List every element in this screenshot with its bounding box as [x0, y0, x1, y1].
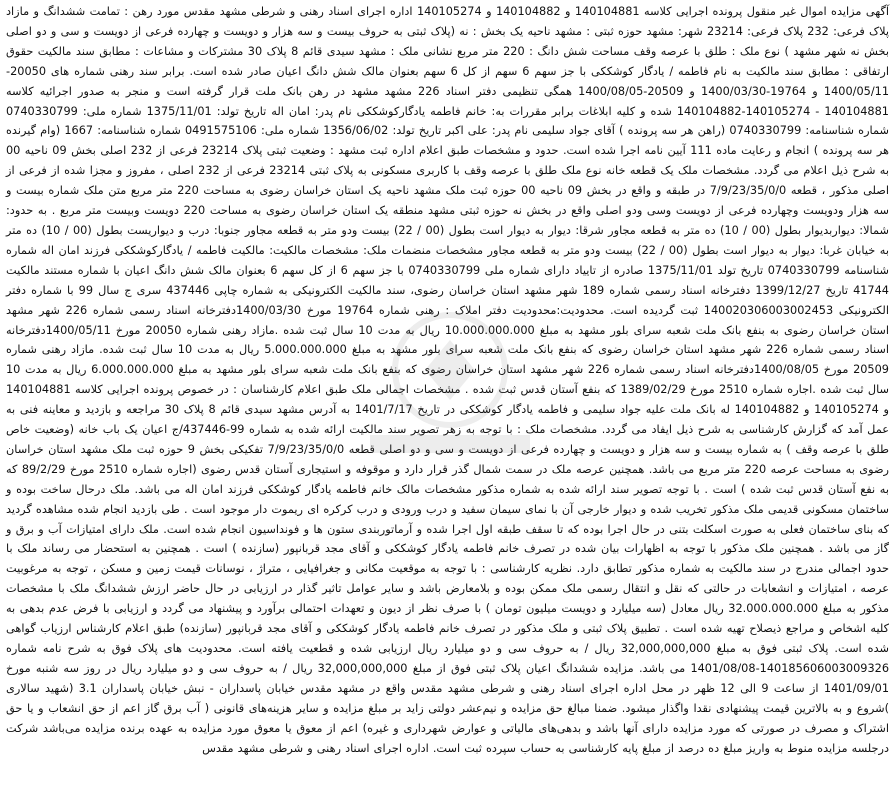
auction-notice-text: آگهی مزایده اموال غیر منقول پرونده اجرایی کلاسه 140104881 و 140104882 و 140105274 اداره اجرای اسناد رهنی و شرطی مشهد مقدس مورد رهن : تمامت ششدانگ و مازاد پلاک فرعی: 232 پلاک فرعی: 23214 شهر: مشهد حوزه ثبتی : مشهد ناحیه یک بخش : نه (پلاک ثبتی به حروف بیست و سه هزار و دویست و چهارده فرعی از دویست و سی و دو اصلی بخش نه شهر مشهد ) نوع ملک : طلق با عرصه وقف مساحت شش دانگ : 220 متر مربع نشانی ملک : مشهد سیدی قائم 8 پلاک 30 مشترکات و مشاعات : مطابق سند مالکیت حقوق ارتفاقی : مطابق سند مالکیت به نام فاطمه / یادگار کوشککی با جز سهم 6 سهم از کل 6 سهم بعنوان مالک شش دانگ اعیان صادر شده است. برابر سند رهنی شماره های 20050-1400/05/11 و 19764-1400/03/30 و 20509-1400/08/05 همگی تنظیمی دفتر اسناد 226 مشهد مشهد در رهن بانک ملت قرار گرفته است و منجر به صدور اجرائیه کلاسه 140104881 - 140105274-140104882 شده و کلیه ابلاغات برابر مقررات به: خانم فاطمه یادگارکوشککی نام پدر: امان اله تاریخ تولد: 1375/11/01 شماره ملی: 0740330799 شماره شناسنامه: 0740330799 (راهن هر سه پرونده ) آقای جواد سلیمی نام پدر: علی اکبر تاریخ تولد: 1356/06/02 شماره ملی: 0491575106 شماره شناسنامه: 1667 (وام گیرنده هر سه پرونده ) انجام و رعایت ماده 111 آیین نامه اجرا شده است. حدود و مشخصات طبق اعلام اداره ثبت مشهد : وضعیت ثبتی پلاک 23214 فرعی از 232 اصلی بخش 09 ناحیه 00 به شرح ذیل اعلام می گردد. مشخصات ملک یک قطعه خانه نوع ملک طلق با عرصه وقف با کاربری مسکونی به پلاک ثبتی 23214 فرعی از 232 اصلی ، مفروز و مجزا شده از فرعی از اصلی مذکور ، قطعه 7/9/23/35/0/0 در طبقه و واقع در بخش 09 ناحیه 00 حوزه ثبت ملک مشهد ناحیه یک استان خراسان رضوی به مساحت 220 متر مربع متن ملک شماره بیست و سه هزار ودویست وچهارده فرعی از دویست وسی ودو اصلی واقع در بخش نه حوزه ثبتی مشهد منطقه یک استان خراسان رضوی به مساحت 220 دویست وبیست متر مربع . به حدود: شمالا: دیواربدیوار بطول (00 / 10) ده متر به قطعه مجاور شرقا: دیوار به دیوار است بطول (00 / 22) بیست ودو متر به قطعه مجاور جنوبا: درب و دیواریست بطول (00 / 10) ده متر به خیابان غربا: دیوار به دیوار است بطول (00 / 22) بیست ودو متر به قطعه مجاور مشخصات منضمات ملک: مشخصات مالکیت: مالکیت فاطمه / یادگارکوشککی فرزند امان اله شماره شناسنامه 0740330799 تاریخ تولد 1375/11/01 صادره از تاییاد دارای شماره ملی 0740330799 با جز سهم 6 از کل سهم 6 بعنوان مالک شش دانگ اعیان با شماره مستند مالکیت 41744 تاریخ 1399/12/27 دفترخانه اسناد رسمی شماره 189 شهر مشهد استان خراسان رضوی، سند مالکیت الکترونیکی به شماره چاپی 437446 سری ج سال 99 با شماره دفتر الکترونیکی 140020306003002453 ثبت گردیده است. محدودیت:محدودیت دفتر املاک : رهنی شماره 19764 مورخ 1400/03/30دفترخانه اسناد رسمی شماره 226 شهر مشهد استان خراسان رضوی به بنفع بانک ملت شعبه سرای بلور مشهد به مبلغ 10.000.000.000 ریال به مدت 10 سال ثبت شده .مازاد رهنی شماره 20050 مورخ 1400/05/11دفترخانه اسناد رسمی شماره 226 شهر مشهد استان خراسان رضوی که بنفع بانک ملت شعبه سرای بلور مشهد به مبلغ 5.000.000.000 ریال به مدت 10 سال ثبت شده. مازاد رهنی شماره 20509 مورخ 1400/08/05دفترخانه اسناد رسمی شماره 226 شهر مشهد استان خراسان رضوی که بنفع بانک ملت شعبه سرای بلور مشهد به مبلغ 6.000.000.000 ریال به مدت 10 سال ثبت شده .اجاره شماره 2510 مورخ 1389/02/29 که بنفع آستان قدس ثبت شده . مشخصات اجمالی ملک طبق اعلام کارشناسان : در خصوص پرونده اجرایی کلاسه 140104881 و 140105274 و 140104882 له بانک ملت علیه جواد سلیمی و فاطمه یادگار کوشککی در تاریخ 1401/7/17 به آدرس مشهد سیدی قائم 8 پلاک 30 مراجعه و بازدید و معاینه فنی به عمل آمد که گزارش کارشناسی به شرح ذیل ایفاد می گردد. مشخصات ملک : با توجه به زهر تصویر سند مالکیت ارائه شده به شماره 99-437446/ج اعیان یک باب خانه (وضعیت خاص طلق با عرصه وقف ) به شماره بیست و سه هزار و دویست و چهارده فرعی از دویست و سی و دو اصلی قطعه 7/9/23/35/0/0 تفکیکی بخش 9 حوزه ثبت ملک مشهد استان خراسان رضوی به مساحت عرصه 220 متر مربع می باشد. همچنین عرصه ملک در سمت شمال گذر قرار دارد و موقوفه و استیجاری آستان قدس رضوی (اجاره شماره 2510 مورخ 89/2/29 که به نفع آستان قدس ثبت شده ) است . با توجه تصویر سند ارائه شده به شماره مذکور مشخصات مالک خانم فاطمه یادگار کوشککی فرزند امان اله می باشد. ملک درحال ساخت بوده و ساختمان مسکونی قدیمی ملک مذکور تخریب شده و دیوار خارجی آن با نمای سیمان سفید و درب ورودی و درب کرکره ای ریموت دار موجود است . طی بازدید انجام شده مشاهده گردید که بنای ساختمان فعلی به صورت اسکلت بتنی در حال اجرا بوده که تا سقف طبقه اول اجرا شده و آرماتوربندی ستون ها و فونداسیون انجام شده است. ملک دارای امتیازات آب و برق و گاز می باشد . همچنین ملک مذکور با توجه به اظهارات بیان شده در تصرف خانم فاطمه یادگار کوشککی و آقای مجد قربانپور (سازنده ) است . همچنین به استحضار می رساند ملک با حدود اجمالی مندرج در سند مالکیت به شماره مذکور تطابق دارد. نظریه کارشناسی : با توجه به موقعیت مکانی و جغرافیایی ، متراژ ، نوسانات قیمت زمین و مسکن ، توجه به مرغوبیت عرصه ، امتیازات و انشعابات در حالتی که نقل و انتقال رسمی ملک ممکن بوده و بلامعارض باشد و سایر عوامل تاثیر گذار در ارزیابی در حال حاضر ارزش ششدانگ ملک با مشخصات مذکور به مبلغ 32.000.000.000 ریال معادل (سه میلیارد و دویست میلیون تومان ) با صرف نظر از دیون و تعهدات احتمالی برآورد و پیشنهاد می گردد و ارزیابی با فرض عدم بدهی به کلیه اشخاص و مراجع ذیصلاح تهیه شده است . تطبیق پلاک ثبتی و ملک مذکور در تصرف خانم فاطمه یادگار کوشککی و آقای مجد قربانپور (سازنده) طبق اعلام کارشناس ارزیاب گواهی شده است. پلاک ثبتی فوق به مبلغ 32,000,000,000 ریال / به حروف سی و دو میلیارد ریال ارزیابی شده و قطعیت یافته است. محدودیت های پلاک فوق به شرح نامه شماره 140185606003009326-1401/08/08 می باشد. مزایده ششدانگ اعیان پلاک ثبتی فوق از مبلغ 32,000,000,000 ریال / به حروف سی و دو میلیارد ریال در روز سه شنبه مورخ 1401/09/01 از ساعت 9 الی 12 ظهر در محل اداره اجرای اسناد رهنی و شرطی مشهد مقدس واقع در مشهد مقدس خیابان پاسداران - نبش خیابان پاسداران 3.1 (شهید سالاری )شروع و به بالاترین قیمت پیشنهادی نقدا واگذار میشود. ضمنا مبالغ حق مزایده و نیم‌عشر دولتی زاید بر مبلغ مزایده و سایر هزینه‌های قانونی ( آب برق گاز اعم از حق انشعاب و یا حق اشتراک و مصرف در صورتی که مورد مزایده دارای آنها باشد و بدهی‌های مالیاتی و عوارض شهرداری و غیره) اعم از معوق یا معوق مورد مزایده به عهده برنده مزایده می‌باشد شرکت درجلسه مزایده منوط به واریز مبلغ ده درصد از مبلغ پایه کارشناسی به حساب سپرده ثبت است. اداره اجرای اسناد رهنی و شرطی مشهد مقدس: [6, 5, 890, 755]
